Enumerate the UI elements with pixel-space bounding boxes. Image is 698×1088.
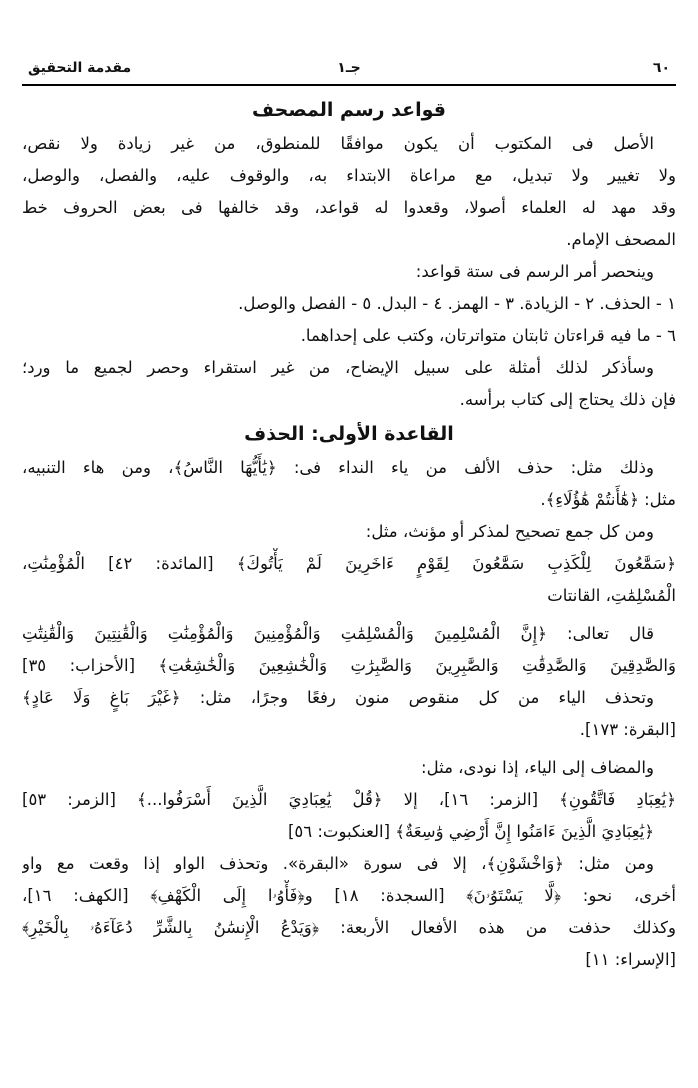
quran-line: ﴿سَمَّٰعُونَ لِلْكَذِبِ سَمَّٰعُونَ لِقَوْمٍ ءَاخَرِينَ لَمْ يَأْتُوكَ﴾ [المائدة: ٤٢] الْمُؤْمِنَٰتِ، [22,554,676,573]
quran-line: قال تعالى: ﴿إِنَّ الْمُسْلِمِينَ وَالْمُسْلِمَٰتِ وَالْمُؤْمِنِينَ وَالْمُؤْمِنَٰتِ وَالْقَٰنِتِينَ وَالْقَٰنِتَٰتِ [22,624,654,643]
text-line: وكذلك حذفت من هذه الأفعال الأربعة: ﴿وَيَدْعُ الْإِنسَٰنُ بِالشَّرِّ دُعَآءَهُۥ بِالْخَيْرِ﴾ [22,918,676,937]
section-heading: القاعدة الأولى: الحذف [244,423,454,445]
text-line: المصحف الإمام. [566,230,676,249]
text-line: وذلك مثل: حذف الألف من ياء النداء فى: ﴿يَٰأَيُّهَا النَّاسُ﴾، ومن هاء التنبيه، [22,458,654,477]
quran-line: الْمُسْلِمَٰتِ، القانتات [547,586,676,605]
running-title: مقدمة التحقيق [28,60,132,76]
page-number: ٦٠ [652,60,670,76]
text-line: وتحذف الياء من كل منقوص منون رفعًا وجرًا، مثل: ﴿غَيْرَ بَاغٍ وَلَا عَادٍ﴾ [22,688,654,707]
text-line: وقد مهد له العلماء أصولا، وقعدوا له قواعد، وقد خالفها فى بعض الحروف خط [22,198,676,217]
text-line: ومن كل جمع تصحيح لمذكر أو مؤنث، مثل: [365,522,654,541]
text-line: [البقرة: ١٧٣]. [579,720,676,739]
text-line: وسأذكر لذلك أمثلة على سبيل الإيضاح، من غير استقراء وحصر لجميع ما ورد؛ [22,358,654,377]
rules-list-line: ١ - الحذف. ٢ - الزيادة. ٣ - الهمز. ٤ - البدل. ٥ - الفصل والوصل. [238,294,676,313]
text-line: الأصل فى المكتوب أن يكون موافقًا للمنطوق، من غير زيادة ولا نقص، [22,134,654,153]
section-heading: قواعد رسم المصحف [252,99,446,121]
book-page [22,0,676,1088]
page-body [22,92,676,976]
page-header [22,58,676,86]
text-line: وينحصر أمر الرسم فى ستة قواعد: [415,262,654,281]
quran-line: وَالصَّٰدِقِينَ وَالصَّٰدِقَٰتِ وَالصَّٰبِرِينَ وَالصَّٰبِرَٰتِ وَالْخَٰشِعِينَ وَالْخَٰشِعَٰتِ﴾ [الأحزاب: ٣٥] [22,656,676,675]
text-line: أخرى، نحو: ﴿لَّا يَسْتَوُۥنَ﴾ [السجدة: ١٨] و﴿فَأْوُۥا إِلَى الْكَهْفِ﴾ [الكهف: ١٦]، [22,886,676,905]
text-line: والمضاف إلى الياء، إذا نودى، مثل: [421,758,654,777]
rules-list-line: ٦ - ما فيه قراءتان ثابتان متواترتان، وكتب على إحداهما. [300,326,676,345]
text-line: ولا تغيير ولا تبديل، مع مراعاة الابتداء به، والوقوف عليه، والفصل، والوصل، [22,166,676,185]
text-line: ومن مثل: ﴿وَاخْشَوْنِ﴾، إلا فى سورة «البقرة». وتحذف الواو إذا وقعت مع واو [22,854,654,873]
quran-line: ﴿يَٰعِبَادِيَ الَّذِينَ ءَامَنُوا إِنَّ أَرْضِي وَٰسِعَةٌ﴾ [العنكبوت: ٥٦] [287,822,654,841]
quran-line: ﴿يَٰعِبَادِ فَاتَّقُونِ﴾ [الزمر: ١٦]، إلا ﴿قُلْ يَٰعِبَادِيَ الَّذِينَ أَسْرَفُوا...﴾ [الزمر: ٥٣] [22,790,676,809]
text-line: فإن ذلك يحتاج إلى كتاب برأسه. [459,390,676,409]
text-line: مثل: ﴿هَٰأَنتُمْ هَٰؤُلَاءِ﴾. [540,490,676,509]
volume-label: جـ١ [337,60,361,76]
text-line: [الإسراء: ١١] [585,950,676,969]
